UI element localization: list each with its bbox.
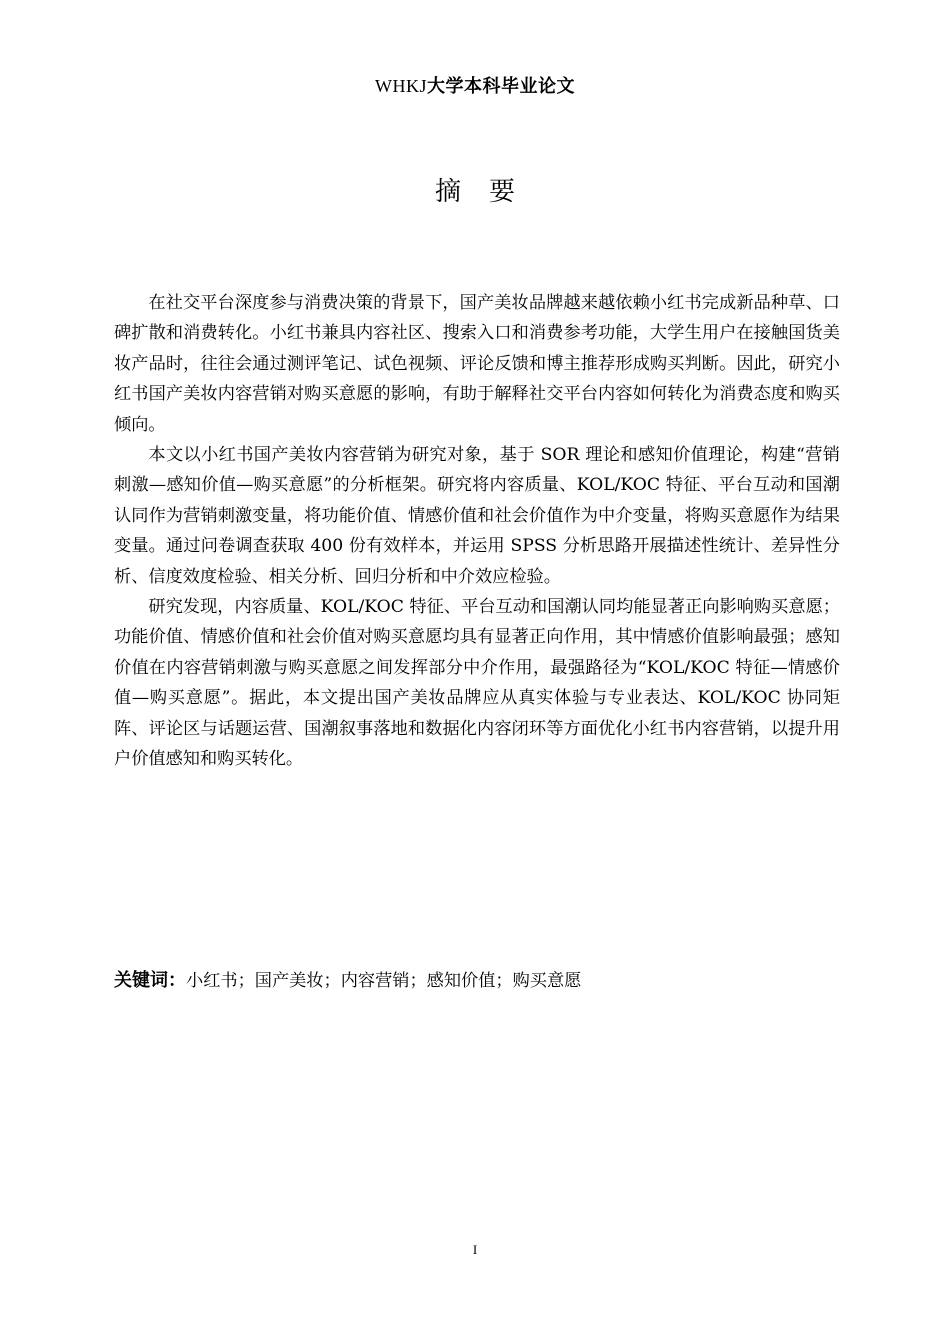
- abstract-title: 摘要: [434, 177, 543, 207]
- abstract-body: [114, 288, 840, 775]
- keywords-label: 关键词：: [114, 970, 186, 991]
- page-header: [0, 74, 950, 99]
- page-number: I: [472, 1242, 478, 1257]
- abstract-paragraph-1: 在社交平台深度参与消费决策的背景下，国产美妆品牌越来越依赖小红书完成新品种草、口碑扩散和消费转化。小红书兼具内容社区、搜索入口和消费参考功能，大学生用户在接触国货美妆产品时，往往会通过测评笔记、试色视频、评论反馈和博主推荐形成购买判断。因此，研究小红书国产美妆内容营销对购买意愿的影响，有助于解释社交平台内容如何转化为消费态度和购买倾向。: [114, 293, 840, 435]
- abstract-paragraph-2: 本文以小红书国产美妆内容营销为研究对象，基于 SOR 理论和感知价值理论，构建“营销刺激—感知价值—购买意愿”的分析框架。研究将内容质量、KOL/KOC 特征、平台互动和国潮认同作为营销刺激变量，将功能价值、情感价值和社会价值作为中介变量，将购买意愿作为结果变量。通过问卷调查获取 400 份有效样本，并运用 SPSS 分析思路开展描述性统计、差异性分析、信度效度检验、相关分析、回归分析和中介效应检验。: [114, 445, 840, 587]
- keywords-line: [114, 966, 840, 996]
- keywords-text: 小红书；国产美妆；内容营销；感知价值；购买意愿: [186, 971, 582, 991]
- abstract-paragraph-3: 研究发现，内容质量、KOL/KOC 特征、平台互动和国潮认同均能显著正向影响购买意愿；功能价值、情感价值和社会价值对购买意愿均具有显著正向作用，其中情感价值影响最强；感知价值在内容营销刺激与购买意愿之间发挥部分中介作用，最强路径为“KOL/KOC 特征—情感价值—购买意愿”。据此，本文提出国产美妆品牌应从真实体验与专业表达、KOL/KOC 协同矩阵、评论区与话题运营、国潮叙事落地和数据化内容闭环等方面优化小红书内容营销，以提升用户价值感知和购买转化。: [114, 597, 840, 770]
- header-title: 大学本科毕业论文: [427, 76, 575, 97]
- header-prefix: WHKJ: [375, 76, 427, 96]
